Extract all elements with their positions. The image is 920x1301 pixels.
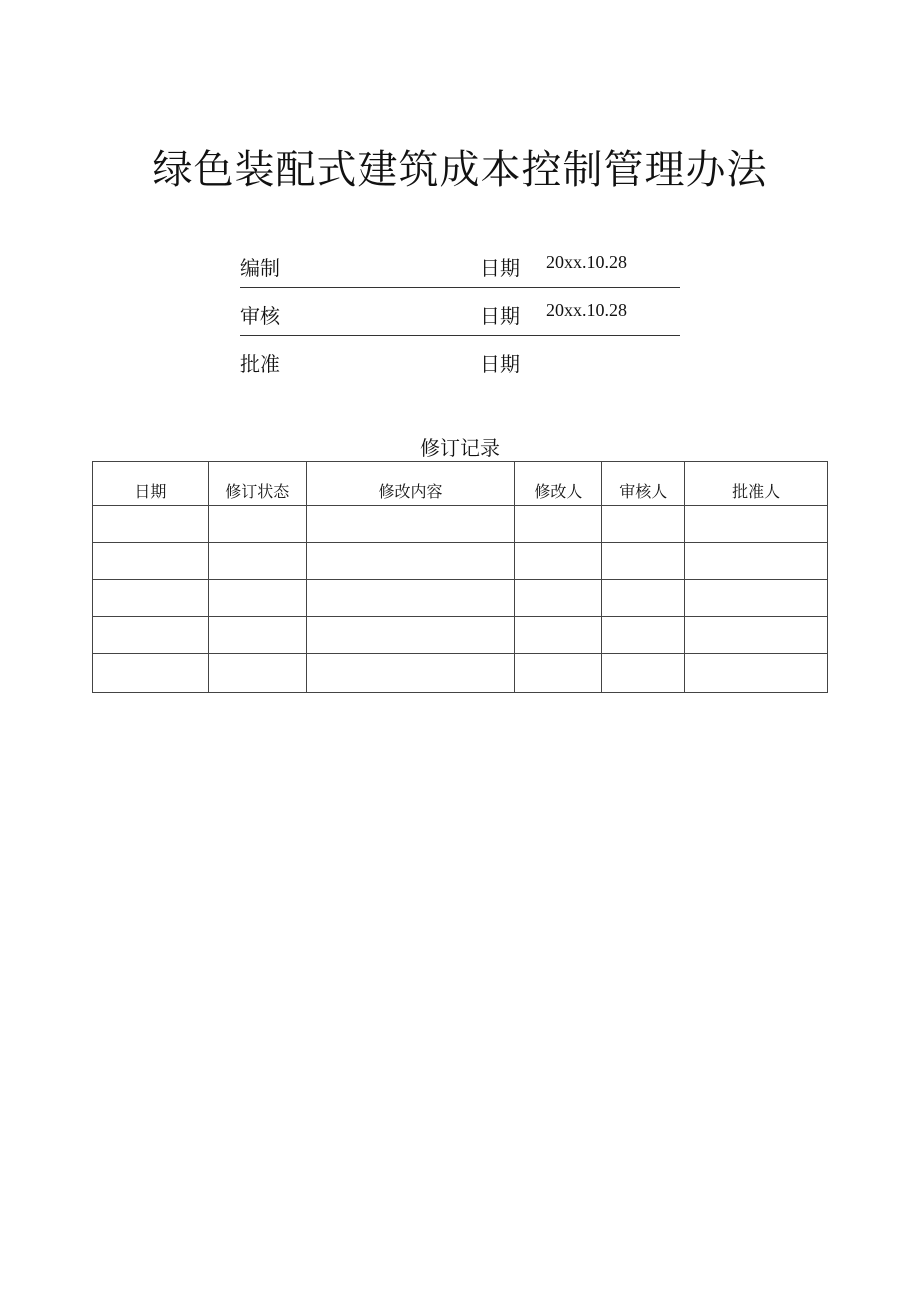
table-cell — [306, 580, 515, 617]
approval-block — [240, 240, 680, 383]
column-header-date: 日期 — [93, 462, 209, 506]
table-cell — [602, 506, 685, 543]
table-row — [93, 543, 828, 580]
table-cell — [602, 543, 685, 580]
revision-record-caption: 修订记录 — [420, 436, 500, 460]
table-cell — [208, 654, 306, 693]
table-row — [93, 654, 828, 693]
approval-date-value: 20xx.10.28 — [546, 252, 627, 272]
approval-row-compile — [240, 240, 680, 288]
table-cell — [93, 617, 209, 654]
table-row — [93, 580, 828, 617]
approval-row-approve — [240, 336, 680, 383]
table-row — [93, 617, 828, 654]
table-cell — [306, 654, 515, 693]
column-header-modifier: 修改人 — [515, 462, 602, 506]
table-cell — [93, 506, 209, 543]
approval-date-label: 日期 — [480, 304, 520, 328]
document-title: 绿色装配式建筑成本控制管理办法 — [152, 147, 768, 193]
table-cell — [685, 580, 828, 617]
revision-record-table — [92, 461, 828, 693]
table-cell — [93, 543, 209, 580]
table-cell — [515, 617, 602, 654]
table-cell — [685, 506, 828, 543]
column-header-reviewer: 审核人 — [602, 462, 685, 506]
column-header-revision-status: 修订状态 — [208, 462, 306, 506]
table-cell — [602, 654, 685, 693]
approval-row-review — [240, 288, 680, 336]
table-cell — [685, 617, 828, 654]
table-cell — [515, 506, 602, 543]
table-cell — [208, 506, 306, 543]
table-cell — [93, 580, 209, 617]
table-cell — [685, 543, 828, 580]
table-cell — [208, 617, 306, 654]
approval-role: 编制 — [240, 256, 280, 280]
table-row — [93, 506, 828, 543]
table-cell — [93, 654, 209, 693]
table-cell — [685, 654, 828, 693]
table-cell — [306, 506, 515, 543]
approval-date-value: 20xx.10.28 — [546, 300, 627, 320]
table-cell — [208, 543, 306, 580]
table-cell — [208, 580, 306, 617]
approval-date-label: 日期 — [480, 256, 520, 280]
table-header-row — [93, 462, 828, 506]
table-cell — [515, 654, 602, 693]
approval-role: 批准 — [240, 352, 280, 376]
table-cell — [306, 543, 515, 580]
table-cell — [602, 617, 685, 654]
column-header-change-content: 修改内容 — [306, 462, 515, 506]
table-cell — [515, 580, 602, 617]
table-cell — [515, 543, 602, 580]
column-header-approver: 批准人 — [685, 462, 828, 506]
approval-role: 审核 — [240, 304, 280, 328]
approval-date-label: 日期 — [480, 352, 520, 376]
table-cell — [306, 617, 515, 654]
table-cell — [602, 580, 685, 617]
